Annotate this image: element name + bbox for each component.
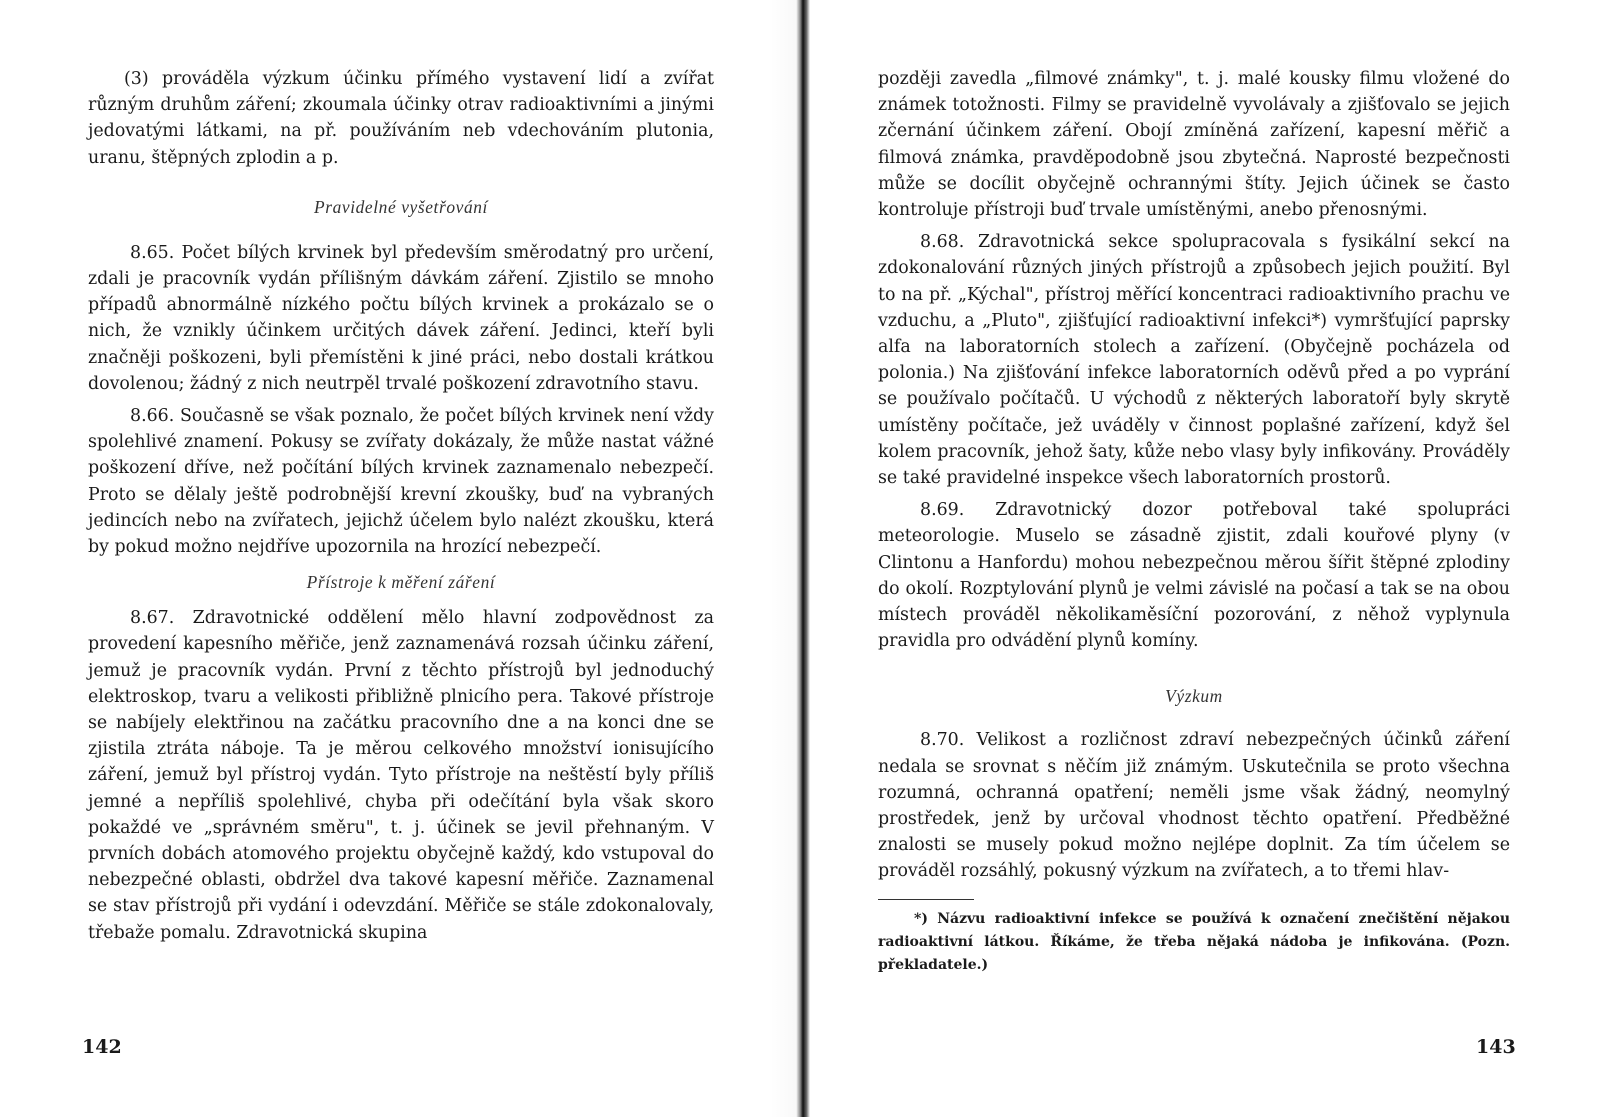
paragraph: 8.67. Zdravotnické oddělení mělo hlavní zodpovědnost za provedení kapesního měřiče, jenž zaznamenává rozsah účinku záření, jemuž je pracovník vydán. První z těchto přístrojů byl jednoduchý elektroskop, tvaru a velikosti přibližně plnicího pera. Takové přístroje se nabíjely elektřinou na začátku pracovního dne a na konci dne se zjistila ztráta náboje. Ta je měrou celkového množství ionisujícího záření, jemuž byl přístroj vydán. Tyto přístroje na neštěstí byly příliš jemné a nepříliš spolehlivé, chyba při odečítání byla však skoro pokaždé ve „správném směru", t. j. účinek se jevil přehnaným. V prvních dobách atomového projektu obyčejně každý, kdo vstupoval do nebezpečné oblasti, obdržel dva takové kapesní měřiče. Zaznamenal se stav přístrojů při vydání i odevzdání. Měřiče se stále zdokonalovaly, třebaže pomalu. Zdravotnická skupina (88, 608, 714, 943)
section-heading: Výzkum (1165, 686, 1223, 707)
right-page (812, 0, 1600, 1117)
footnote: *) Názvu radioaktivní infekce se používá k označení znečištění nějakou radioaktivní látkou. Říkáme, že třeba nějaká nádoba je infikována. (Pozn. překladatele.) (878, 910, 1510, 973)
paragraph: 8.70. Velikost a rozličnost zdraví nebezpečných účinků záření nedala se srovnat s něčím již známým. Uskutečnila se proto všechna rozumná, ochranná opatření; neměli jsme však žádný, neomylný prostředek, jenž by určoval vhodnost těchto opatření. Předběžné znalosti se musely pokud možno nejlépe doplnit. Za tím účelem se prováděl rozsáhlý, pokusný výzkum na zvířatech, a to třemi hlav- (878, 730, 1510, 882)
footnote-rule (878, 899, 974, 900)
paragraph: 8.69. Zdravotnický dozor potřeboval také spolupráci meteorologie. Muselo se zásadně zjistit, zdali kouřové plyny (v Clintonu a Hanfordu) mohou nebezpečnou měrou šířit štěpné zplodiny do okolí. Rozptylování plynů je velmi závislé na počasí a tak se na obou místech prováděl několikaměsíční pozorování, z něhož vyplynula pravidla pro odvádění plynů komíny. (878, 500, 1510, 652)
book-gutter (796, 0, 810, 1117)
section-heading: Přístroje k měření záření (306, 572, 496, 593)
paragraph: (3) prováděla výzkum účinku přímého vystavení lidí a zvířat různým druhům záření; zkoumala účinky otrav radioaktivními a jinými jedovatými látkami, na př. používáním neb vdechováním plutonia, uranu, štěpných zplodin a p. (88, 69, 714, 168)
paragraph: později zavedla „filmové známky", t. j. malé kousky filmu vložené do známek totožnosti. Filmy se pravidelně vyvolávaly a zjišťovalo se jejich zčernání účinkem záření. Obojí zmíněná zařízení, kapesní měřič a filmová známka, pravděpodobně jsou zbytečná. Naprosté bezpečnosti může se docílit obyčejně ochrannými štíty. Jejich účinek se často kontroluje přístroji buď trvale umístěnými, anebo přenosnými. (878, 69, 1510, 221)
paragraph: 8.65. Počet bílých krvinek byl především směrodatný pro určení, zdali je pracovník vydán přílišným dávkám záření. Zjistilo se mnoho případů abnormálně nízkého počtu bílých krvinek a prokázalo se o nich, že vznikly účinkem určitých dávek záření. Jedinci, kteří byli značněji poškozeni, byli přemístěni k jiné práci, nebo dostali krátkou dovolenou; žádný z nich neutrpěl trvalé poškození zdravotního stavu. (88, 242, 714, 394)
paragraph: 8.68. Zdravotnická sekce spolupracovala s fysikální sekcí na zdokonalování různých jiných přístrojů a způsobech jejich použití. Byl to na př. „Kýchal", přístroj měřící koncentraci radioaktivního prachu ve vzduchu, a „Pluto", zjišťující radioaktivní infekci*) vymršťující paprsky alfa na laboratorních stolech a zařízení. (Obyčejně pocházela od polonia.) Na zjišťování infekce laboratorních oděvů před a po vyprání se používalo počítačů. U východů z některých laboratoří byly skrytě umístěny počítače, jež uváděly v činnost poplašné zařízení, když šel kolem pracovník, jehož šaty, kůže nebo vlasy byly infikovány. Prováděly se také pravidelné inspekce všech laboratorních prostorů. (878, 232, 1510, 489)
section-heading: Pravidelné vyšetřování (313, 196, 488, 217)
paragraph: 8.66. Současně se však poznalo, že počet bílých krvinek není vždy spolehlivé znamení. Pokusy se zvířaty dokázaly, že může nastat vážné poškození dříve, než počítání bílých krvinek zaznamenalo nebezpečí. Proto se dělaly ještě podrobnější krevní zkoušky, buď na vybraných jedincích nebo na zvířatech, jejichž účelem bylo nalézt zkoušku, která by pokud možno nejdříve upozornila na hrozící nebezpečí. (88, 406, 714, 558)
page-number: 143 (1476, 1036, 1516, 1058)
page-number: 142 (82, 1036, 122, 1058)
